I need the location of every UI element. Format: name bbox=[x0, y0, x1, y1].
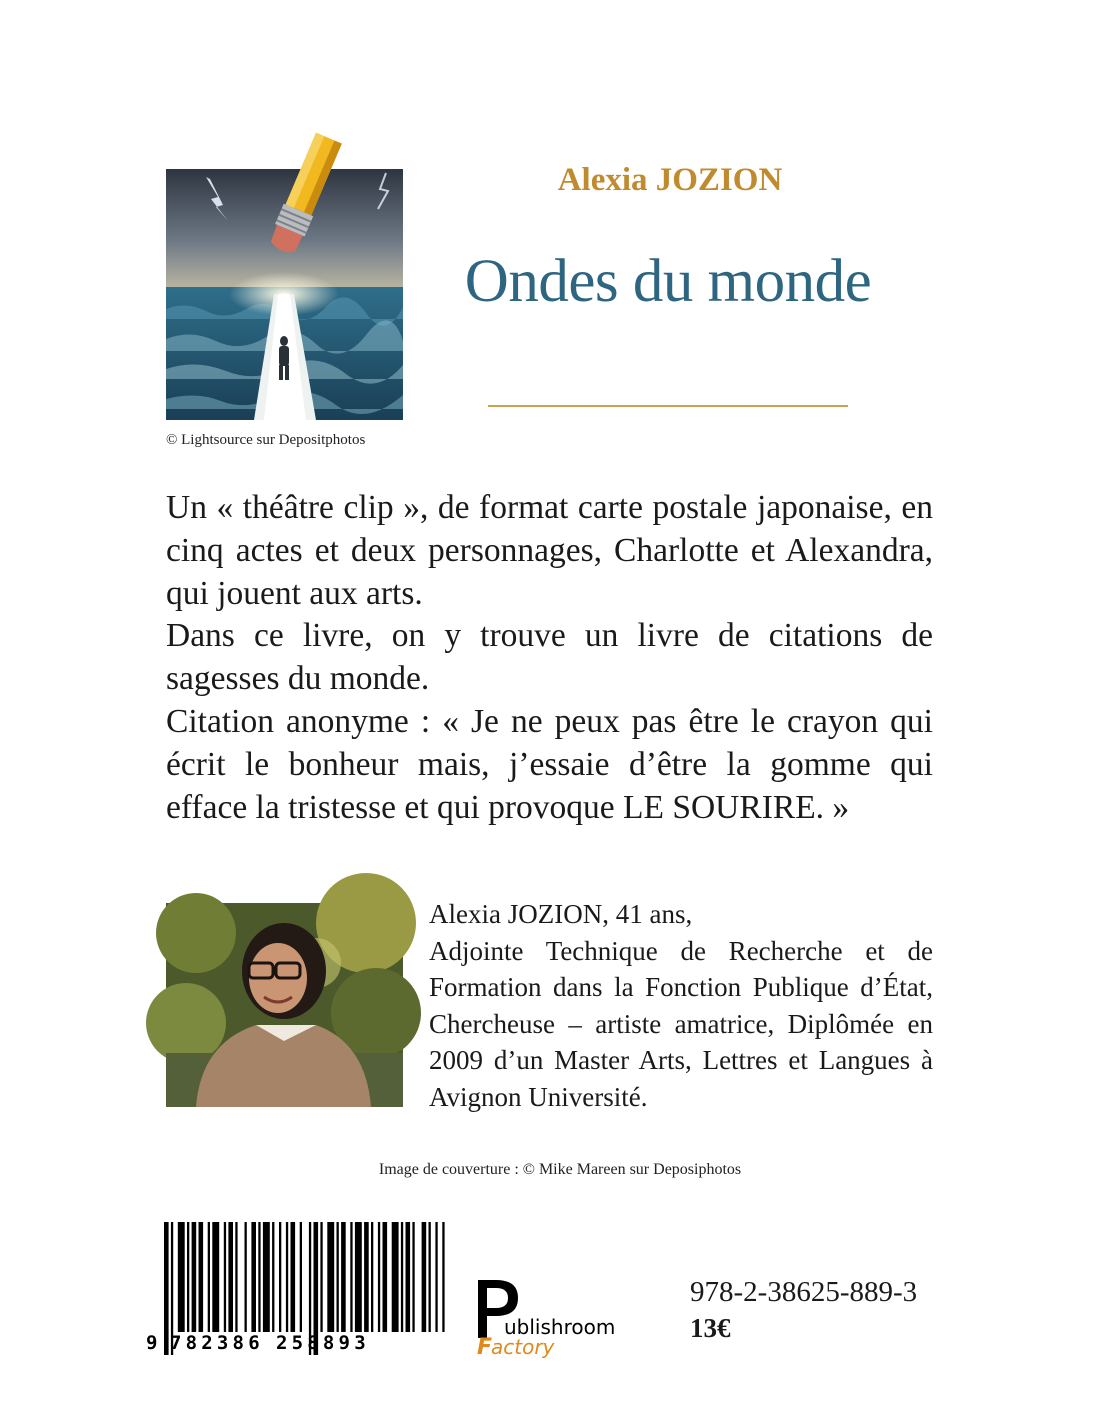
barcode-bar bbox=[272, 1222, 274, 1332]
barcode-left-group: 782386 bbox=[170, 1332, 264, 1354]
barcode-bar bbox=[286, 1222, 288, 1332]
barcode-bar bbox=[442, 1222, 444, 1332]
barcode-bar bbox=[235, 1222, 237, 1332]
barcode-bar bbox=[371, 1222, 373, 1332]
barcode-bar bbox=[263, 1222, 270, 1332]
barcode-digits bbox=[140, 1332, 385, 1354]
publisher-logo bbox=[474, 1278, 616, 1360]
publisher-f-letter: F bbox=[477, 1335, 493, 1360]
cover-illustration bbox=[166, 169, 403, 420]
barcode-bar bbox=[279, 1222, 281, 1332]
author-bio bbox=[429, 896, 933, 1116]
barcode-bar bbox=[208, 1222, 210, 1332]
barcode-bar bbox=[327, 1222, 334, 1332]
barcode-right-group: 258893 bbox=[276, 1332, 370, 1354]
barcode-bar bbox=[245, 1222, 247, 1332]
barcode-bar bbox=[406, 1222, 411, 1332]
barcode-bar bbox=[199, 1222, 204, 1332]
synopsis-quote: Citation anonyme : « Je ne peux pas être le crayon qui écrit le bonheur mais, j’essaie d’être la gomme qui efface la tristesse et qui provoque LE SOURIRE. » bbox=[166, 702, 933, 826]
price: 13€ bbox=[690, 1313, 731, 1343]
author-name: Alexia JOZION bbox=[557, 162, 783, 198]
barcode-bar bbox=[355, 1222, 362, 1332]
barcode-bar bbox=[350, 1222, 352, 1332]
cover-image-credit: © Lightsource sur Depositphotos bbox=[166, 432, 366, 448]
publisher-factory: actory bbox=[491, 1335, 555, 1359]
barcode-bar bbox=[178, 1222, 185, 1332]
synopsis bbox=[166, 487, 933, 829]
publisher-name: ublishroom bbox=[504, 1315, 616, 1339]
barcode-bar bbox=[212, 1222, 219, 1332]
barcode-bar bbox=[341, 1222, 346, 1332]
barcode-bar bbox=[401, 1222, 403, 1332]
barcode-bar bbox=[291, 1222, 296, 1332]
synopsis-paragraph: Dans ce livre, on y trouve un livre de citations de sagesses du monde. bbox=[166, 617, 933, 698]
barcode-bar bbox=[378, 1222, 380, 1332]
barcode-bar bbox=[337, 1222, 339, 1332]
title-divider bbox=[488, 405, 848, 407]
barcode-bar bbox=[300, 1222, 302, 1332]
book-title: Ondes du monde bbox=[464, 248, 872, 315]
barcode-bar bbox=[435, 1222, 437, 1332]
author-bio-text: Adjointe Technique de Recherche et de Formation dans la Fonction Publique d’État, Chercheuse – artiste amatrice, Diplômée en 2009 d’un Master Arts, Lettres et Langues à Avignon Université. bbox=[429, 935, 933, 1112]
barcode-bar bbox=[187, 1222, 189, 1332]
barcode-bar bbox=[224, 1222, 226, 1332]
synopsis-paragraph: Un « théâtre clip », de format carte postale japonaise, en cinq actes et deux personnages, Charlotte et Alexandra, qui jouent aux arts. bbox=[166, 489, 933, 612]
isbn: 978-2-38625-889-3 bbox=[690, 1276, 918, 1308]
barcode-bar bbox=[422, 1222, 427, 1332]
author-photo bbox=[166, 903, 403, 1107]
barcode-bar bbox=[364, 1222, 369, 1332]
barcode-bar bbox=[392, 1222, 399, 1332]
barcode-bar bbox=[251, 1222, 256, 1332]
barcode-bar bbox=[192, 1222, 197, 1332]
cover-credit-line: Image de couverture : © Mike Mareen sur Deposiphotos bbox=[378, 1161, 742, 1178]
barcode-bar bbox=[320, 1222, 322, 1332]
barcode-bar bbox=[412, 1222, 414, 1332]
author-bio-heading: Alexia JOZION, 41 ans, bbox=[429, 899, 693, 929]
barcode-bar bbox=[429, 1222, 431, 1332]
barcode-bar bbox=[228, 1222, 233, 1332]
barcode-lead-digit: 9 bbox=[146, 1332, 158, 1354]
barcode-bar bbox=[258, 1222, 260, 1332]
barcode-bar bbox=[383, 1222, 388, 1332]
